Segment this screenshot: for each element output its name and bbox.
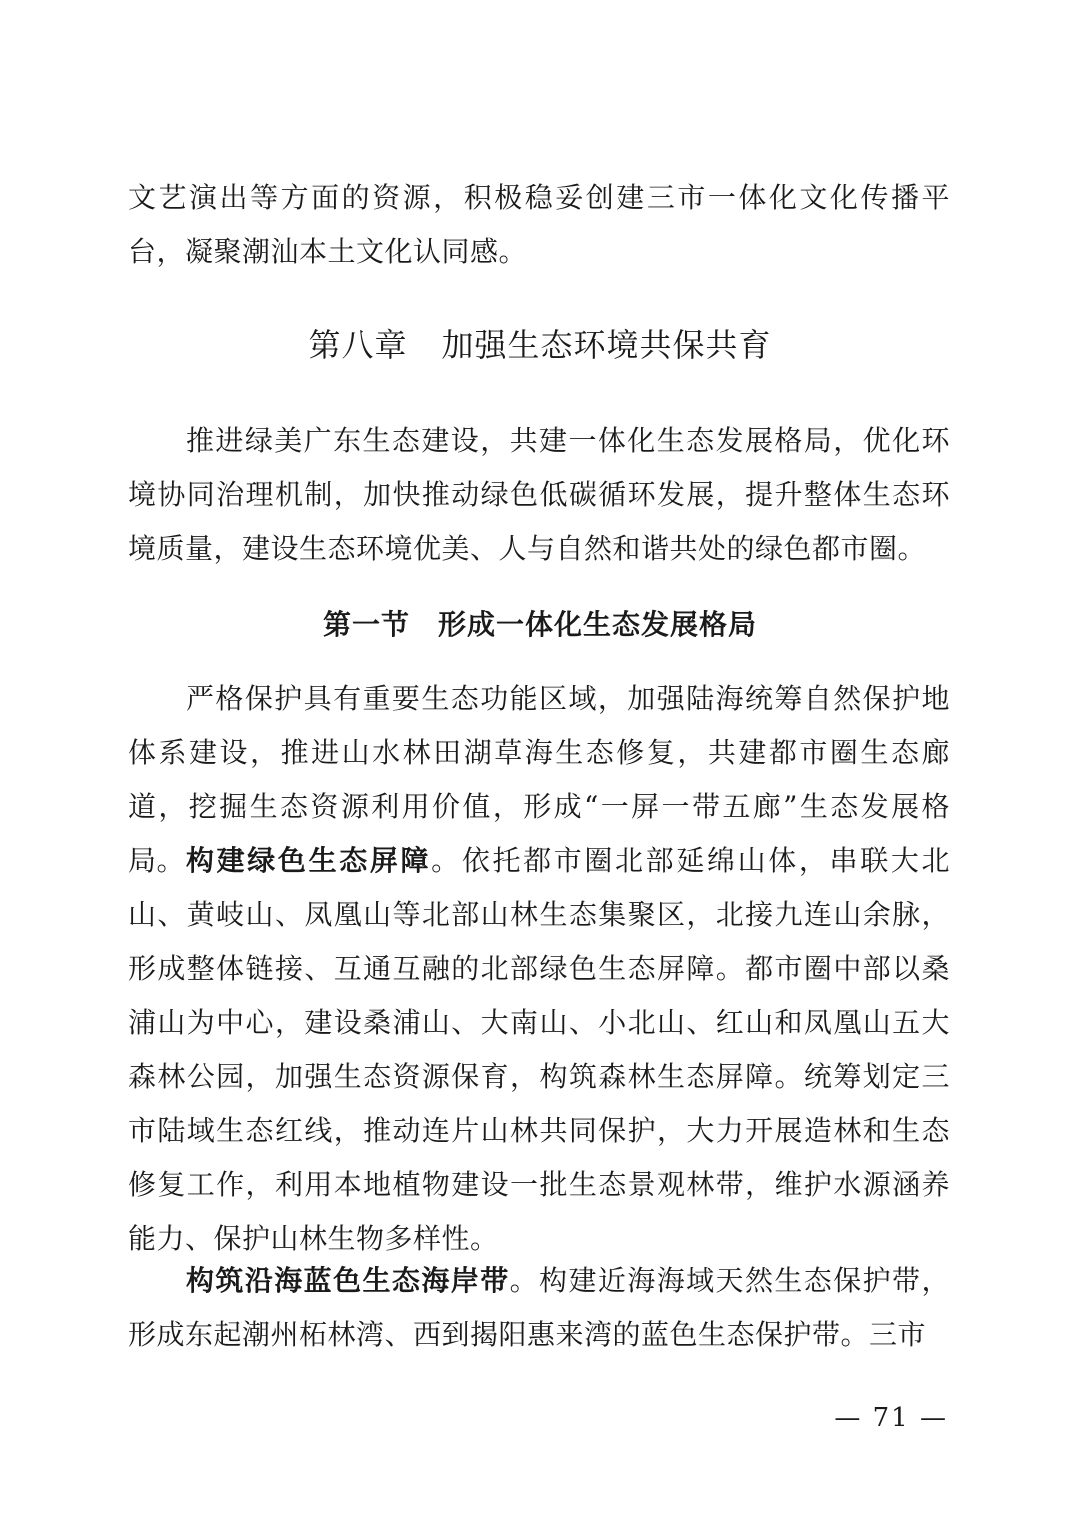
chapter-intro-paragraph: 推进绿美广东生态建设，共建一体化生态发展格局，优化环境协同治理机制，加快推动绿色低碳循环发展，提升整体生态环境质量，建设生态环境优美、人与自然和谐共处的绿色都市圈。 [128,424,950,565]
barrier-body: 。依托都市圈北部延绵山体，串联大北山、黄岐山、凤凰山等北部山林生态集聚区，北接九连山余脉，形成整体链接、互通互融的北部绿色生态屏障。都市圈中部以桑浦山为中心，建设桑浦山、大南山、小北山、红山和凤凰山五大森林公园，加强生态资源保育，构筑森林生态屏障。统筹划定三市陆域生态红线，推动连片山林共同保护，大力开展造林和生态修复工作，利用本地植物建设一批生态景观林带，维护水源涵养能力、保护山林生物多样性。 [128,844,950,1255]
coast-paragraph [128,1254,950,1362]
section-heading [0,598,1080,652]
continuation-paragraph: 文艺演出等方面的资源，积极稳妥创建三市一体化文化传播平台，凝聚潮汕本土文化认同感。 [128,181,950,268]
coast-body: 。构建近海海域天然生态保护带，形成东起潮州柘林湾、西到揭阳惠来湾的蓝色生态保护带。三市 [128,1264,950,1351]
coast-lead: 构筑沿海蓝色生态海岸带 [186,1264,510,1297]
section-title: 形成一体化生态发展格局 [438,608,758,641]
barrier-lead: 构建绿色生态屏障 [186,844,432,877]
chapter-number: 第八章 [308,326,408,364]
section-intro-paragraph: 严格保护具有重要生态功能区域，加强陆海统筹自然保护地体系建设，推进山水林田湖草海生态修复，共建都市圈生态廊道，挖掘生态资源利用价值，形成“一屏一带五廊”生态发展格局。 [128,682,950,877]
chapter-heading [0,318,1080,372]
section-number: 第一节 [322,608,410,641]
barrier-paragraph [128,834,950,1266]
chapter-title: 加强生态环境共保共育 [441,326,772,364]
page-number: — 71 — [834,1403,948,1433]
